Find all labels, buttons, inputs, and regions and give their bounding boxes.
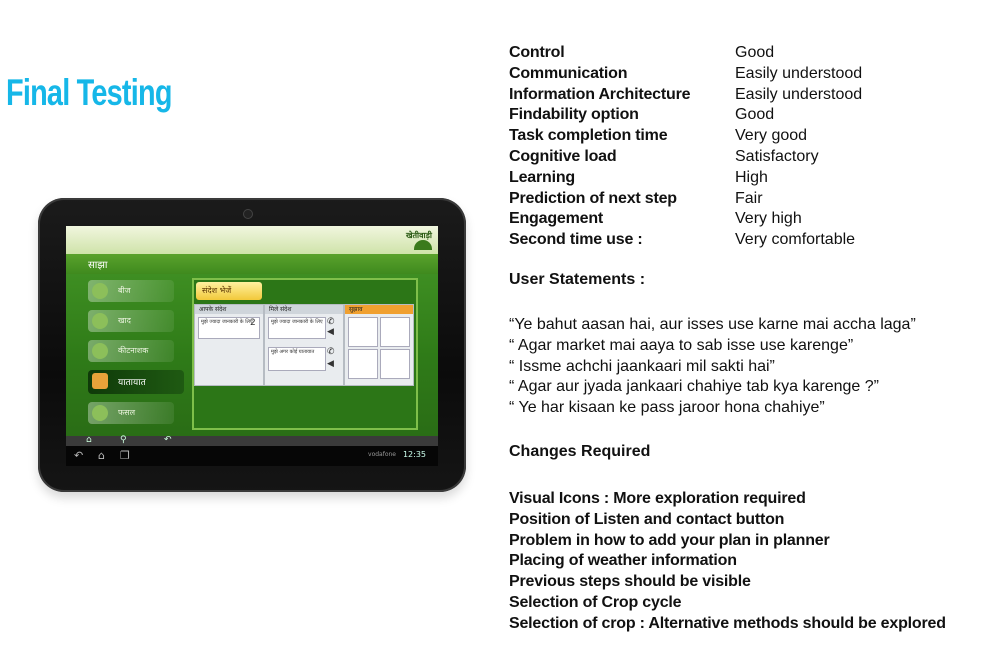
evaluation-label: Task completion time bbox=[509, 127, 668, 145]
android-back-icon[interactable]: ↶ bbox=[74, 449, 84, 462]
logo-hill-icon bbox=[414, 240, 432, 250]
evaluation-label: Control bbox=[509, 44, 565, 61]
user-statements-list bbox=[509, 315, 916, 419]
change-item: Selection of crop : Alternative methods should be explored bbox=[509, 614, 946, 632]
app-header bbox=[66, 226, 438, 254]
tab-suggestions[interactable] bbox=[345, 305, 413, 314]
call-icon[interactable]: ✆ bbox=[327, 347, 335, 357]
tab-sent[interactable] bbox=[195, 305, 263, 314]
user-statement: “ Agar market mai aaya to sab isse use karenge” bbox=[509, 336, 854, 354]
tablet-screen bbox=[66, 226, 438, 466]
menu-item-pesticide[interactable] bbox=[88, 340, 174, 362]
evaluation-value: Good bbox=[735, 106, 775, 124]
carrier-label: vodafone bbox=[368, 451, 396, 458]
evaluation-value: Satisfactory bbox=[735, 147, 819, 165]
change-item: Placing of weather information bbox=[509, 552, 737, 570]
evaluation-value: Very good bbox=[735, 127, 808, 145]
received-messages-list bbox=[264, 304, 344, 386]
evaluation-label: Engagement bbox=[509, 210, 604, 228]
evaluation-value: Good bbox=[735, 44, 775, 61]
suggestion-card[interactable] bbox=[348, 317, 378, 347]
user-statement: “Ye bahut aasan hai, aur isses use karne mai accha laga” bbox=[509, 316, 916, 333]
evaluation-label: Information Architecture bbox=[509, 85, 691, 103]
evaluation-label: Learning bbox=[509, 168, 575, 186]
android-recents-icon[interactable]: ❐ bbox=[120, 449, 130, 462]
app-breadcrumb-bar bbox=[66, 254, 438, 274]
sent-messages-list bbox=[194, 304, 264, 386]
message-text: मुझे ज्यादा जानकारी के लिए bbox=[201, 319, 253, 325]
message-text: मुझे अगर कोई यातायात bbox=[271, 349, 315, 355]
message-item[interactable] bbox=[268, 317, 326, 339]
seed-icon bbox=[92, 283, 108, 299]
suggestion-card[interactable] bbox=[380, 349, 410, 379]
menu-item-label: कीटनाशक bbox=[118, 346, 149, 355]
message-text: मुझे ज्यादा जानकारी के लिए bbox=[271, 319, 323, 325]
user-statement: “ Agar aur jyada jankaari chahiye tab kya karenge ?” bbox=[509, 378, 879, 396]
user-statements-heading: User Statements : bbox=[509, 271, 646, 288]
changes-heading: Changes Required bbox=[509, 443, 651, 460]
evaluation-value: High bbox=[735, 168, 768, 186]
change-item: Problem in how to add your plan in planner bbox=[509, 531, 830, 549]
change-item: Position of Listen and contact button bbox=[509, 510, 785, 528]
evaluation-label: Cognitive load bbox=[509, 147, 617, 165]
android-home-icon[interactable]: ⌂ bbox=[98, 449, 105, 462]
change-item: Selection of Crop cycle bbox=[509, 593, 682, 611]
call-icon[interactable]: ✆ bbox=[327, 317, 335, 327]
user-statement: “ Issme achchi jaankaari mil sakti hai” bbox=[509, 357, 775, 375]
suggestion-card[interactable] bbox=[348, 349, 378, 379]
camera-icon bbox=[244, 210, 252, 218]
speaker-icon[interactable]: ◀ bbox=[327, 327, 334, 337]
menu-item-crop[interactable] bbox=[88, 402, 174, 424]
tablet-device bbox=[38, 198, 466, 492]
page-title: Final Testing bbox=[6, 72, 172, 113]
messages-panel bbox=[192, 278, 418, 430]
evaluation-label: Prediction of next step bbox=[509, 189, 677, 207]
fertilizer-icon bbox=[92, 313, 108, 329]
suggestion-card[interactable] bbox=[380, 317, 410, 347]
send-message-label: संदेश भेजें bbox=[202, 286, 232, 295]
evaluation-value: Easily understood bbox=[735, 85, 863, 103]
evaluation-value: Fair bbox=[735, 189, 763, 207]
search-icon[interactable]: ⚲ bbox=[120, 435, 127, 445]
menu-item-label: फसल bbox=[118, 408, 135, 417]
app-nav-strip bbox=[66, 436, 438, 446]
evaluation-label: Findability option bbox=[509, 106, 639, 124]
evaluation-label: Second time use : bbox=[509, 231, 643, 249]
evaluation-value: Easily understood bbox=[735, 64, 863, 82]
change-item: Visual Icons : More exploration required bbox=[509, 490, 806, 507]
system-bar bbox=[66, 446, 438, 466]
menu-item-label: खाद bbox=[118, 316, 131, 325]
tab-sent-label: आपके संदेश bbox=[199, 306, 227, 313]
send-message-button[interactable] bbox=[196, 282, 262, 300]
evaluation-value: Very comfortable bbox=[735, 231, 856, 249]
menu-item-seeds[interactable] bbox=[88, 280, 174, 302]
clock: 12:35 bbox=[402, 450, 426, 459]
speaker-icon[interactable]: ◀ bbox=[327, 359, 334, 369]
app-logo bbox=[392, 230, 432, 250]
menu-item-transport[interactable] bbox=[88, 370, 184, 394]
app-body bbox=[66, 274, 438, 436]
app-logo-text: खेतीवाड़ी bbox=[405, 231, 432, 240]
tab-received[interactable] bbox=[265, 305, 343, 314]
changes-list bbox=[509, 489, 946, 635]
user-statement: “ Ye har kisaan ke pass jaroor hona chahiye” bbox=[509, 399, 825, 417]
menu-item-fertilizer[interactable] bbox=[88, 310, 174, 332]
menu-item-label: बीज bbox=[118, 286, 131, 295]
change-item: Previous steps should be visible bbox=[509, 573, 751, 591]
home-icon[interactable]: ⌂ bbox=[86, 435, 92, 445]
breadcrumb: साझा bbox=[88, 260, 108, 271]
menu-item-label: यातायात bbox=[118, 378, 146, 388]
suggestions-list bbox=[344, 304, 414, 386]
evaluation-label: Communication bbox=[509, 64, 628, 82]
tab-suggestions-label: सुझाव bbox=[349, 306, 363, 313]
message-item[interactable] bbox=[268, 347, 326, 371]
tractor-icon bbox=[92, 373, 108, 389]
back-icon[interactable]: ↶ bbox=[164, 435, 172, 445]
crop-icon bbox=[92, 405, 108, 421]
tab-received-label: मिले संदेश bbox=[269, 306, 292, 313]
pesticide-icon bbox=[92, 343, 108, 359]
badge-count: 2 bbox=[250, 318, 256, 328]
evaluation-value: Very high bbox=[735, 210, 802, 228]
